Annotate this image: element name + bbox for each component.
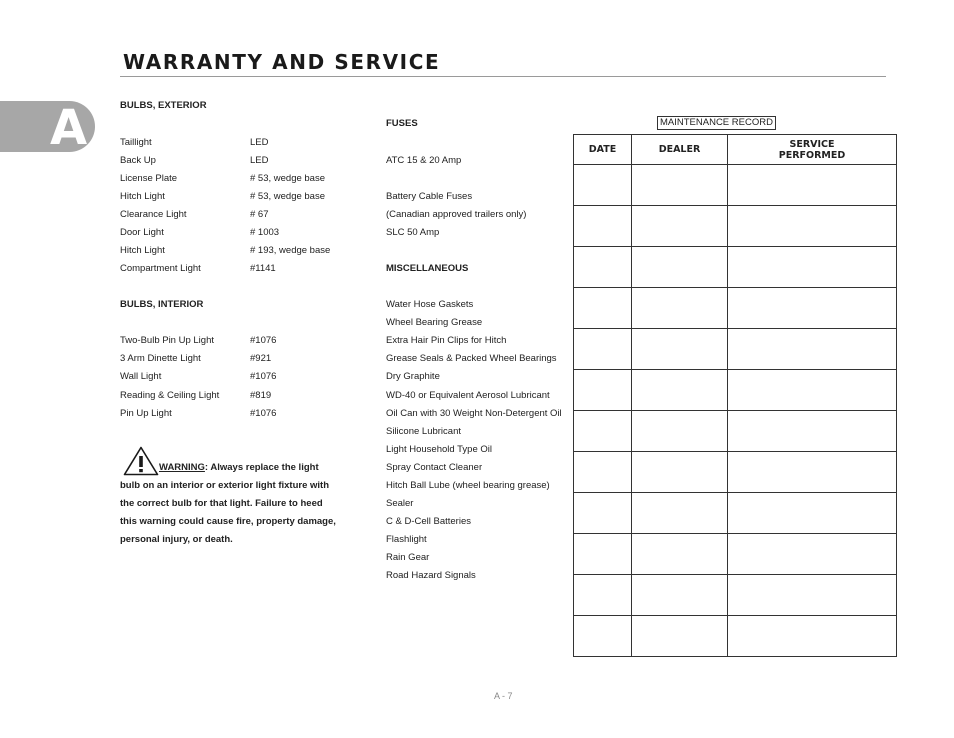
bulb-name: 3 Arm Dinette Light [120,353,201,364]
dealer-cell [632,452,728,493]
warning-line [159,462,319,474]
bulb-name: Pin Up Light [120,408,172,419]
warning-line: this warning could cause fire, property damage, [120,516,336,527]
bulb-spec: LED [250,155,269,166]
warning-word: WARNING [159,462,205,473]
bulb-name: Door Light [120,227,164,238]
service-performed-cell [728,616,897,657]
table-row [574,329,897,370]
date-cell [574,247,632,288]
misc-item: Light Household Type Oil [386,444,492,455]
table-row [574,165,897,206]
date-cell [574,288,632,329]
misc-item: WD-40 or Equivalent Aerosol Lubricant [386,390,550,401]
bulb-spec: # 1003 [250,227,280,238]
service-performed-cell [728,493,897,534]
maintenance-record-body [574,165,897,657]
service-performed-cell [728,206,897,247]
bulb-name: Clearance Light [120,209,187,220]
bulb-spec: #1076 [250,371,277,382]
column-header-dealer: DEALER [632,135,728,165]
bulb-name: Hitch Light [120,191,165,202]
date-cell [574,493,632,534]
maintenance-record-table [573,134,897,657]
bulb-name: Back Up [120,155,156,166]
warning-icon [123,446,159,476]
fuse-item: ATC 15 & 20 Amp [386,155,462,166]
table-row [574,411,897,452]
bulb-spec: #1141 [250,263,276,274]
bulb-name: Compartment Light [120,263,201,274]
date-cell [574,165,632,206]
table-row [574,616,897,657]
fuse-item: SLC 50 Amp [386,227,440,238]
dealer-cell [632,370,728,411]
bulb-spec: #921 [250,353,272,364]
date-cell [574,329,632,370]
misc-item: Hitch Ball Lube (wheel bearing grease) [386,480,550,491]
table-row [574,452,897,493]
table-row [574,370,897,411]
dealer-cell [632,575,728,616]
misc-item: Sealer [386,498,414,509]
dealer-cell [632,165,728,206]
maintenance-record-label: MAINTENANCE RECORD [657,116,776,130]
fuse-item: (Canadian approved trailers only) [386,209,527,220]
date-cell [574,575,632,616]
misc-item: Grease Seals & Packed Wheel Bearings [386,353,557,364]
misc-item: Extra Hair Pin Clips for Hitch [386,335,507,346]
misc-item: Rain Gear [386,552,430,563]
date-cell [574,411,632,452]
service-performed-cell [728,411,897,452]
bulb-name: Two-Bulb Pin Up Light [120,335,214,346]
section-tab-letter: A [50,100,88,156]
dealer-cell [632,206,728,247]
bulb-spec: #819 [250,390,272,401]
service-performed-cell [728,534,897,575]
warning-line: personal injury, or death. [120,534,233,545]
warning-text: : Always replace the light [204,462,319,473]
fuses-heading: FUSES [386,118,418,129]
bulb-name: Hitch Light [120,245,165,256]
service-performed-cell [728,247,897,288]
misc-item: C & D-Cell Batteries [386,516,471,527]
bulb-spec: LED [250,137,269,148]
bulb-spec: # 67 [250,209,269,220]
fuse-item: Battery Cable Fuses [386,191,473,202]
misc-item: Water Hose Gaskets [386,299,474,310]
dealer-cell [632,493,728,534]
dealer-cell [632,329,728,370]
table-row [574,288,897,329]
table-row [574,493,897,534]
date-cell [574,370,632,411]
warning-line: the correct bulb for that light. Failure to heed [120,498,323,509]
date-cell [574,616,632,657]
dealer-cell [632,534,728,575]
bulb-spec: #1076 [250,335,277,346]
bulbs-interior-heading: BULBS, INTERIOR [120,299,204,310]
bulbs-exterior-heading: BULBS, EXTERIOR [120,100,207,111]
column-header-date: DATE [574,135,632,165]
table-row [574,534,897,575]
misc-item: Flashlight [386,534,427,545]
date-cell [574,534,632,575]
misc-item: Oil Can with 30 Weight Non-Detergent Oil [386,408,562,419]
warning-line: bulb on an interior or exterior light fixture with [120,480,330,491]
misc-item: Silicone Lubricant [386,426,461,437]
table-row [574,206,897,247]
dealer-cell [632,616,728,657]
misc-item: Spray Contact Cleaner [386,462,483,473]
service-performed-cell [728,370,897,411]
service-performed-cell [728,165,897,206]
misc-item: Road Hazard Signals [386,570,476,581]
bulb-spec: # 53, wedge base [250,191,326,202]
page-number: A - 7 [494,691,513,701]
bulb-spec: # 193, wedge base [250,245,331,256]
dealer-cell [632,411,728,452]
date-cell [574,206,632,247]
service-performed-cell [728,452,897,493]
date-cell [574,452,632,493]
table-row [574,575,897,616]
page-title: WARRANTY AND SERVICE [123,50,441,74]
service-performed-cell [728,288,897,329]
bulb-name: License Plate [120,173,178,184]
service-performed-cell [728,329,897,370]
bulb-name: Reading & Ceiling Light [120,390,220,401]
service-performed-cell [728,575,897,616]
miscellaneous-heading: MISCELLANEOUS [386,263,469,274]
misc-item: Wheel Bearing Grease [386,317,483,328]
bulb-name: Taillight [120,137,152,148]
column-header-service-performed: SERVICE PERFORMED [728,135,897,165]
dealer-cell [632,288,728,329]
bulb-spec: # 53, wedge base [250,173,326,184]
bulb-spec: #1076 [250,408,277,419]
dealer-cell [632,247,728,288]
title-rule [120,76,886,77]
table-row [574,247,897,288]
misc-item: Dry Graphite [386,371,440,382]
bulb-name: Wall Light [120,371,162,382]
